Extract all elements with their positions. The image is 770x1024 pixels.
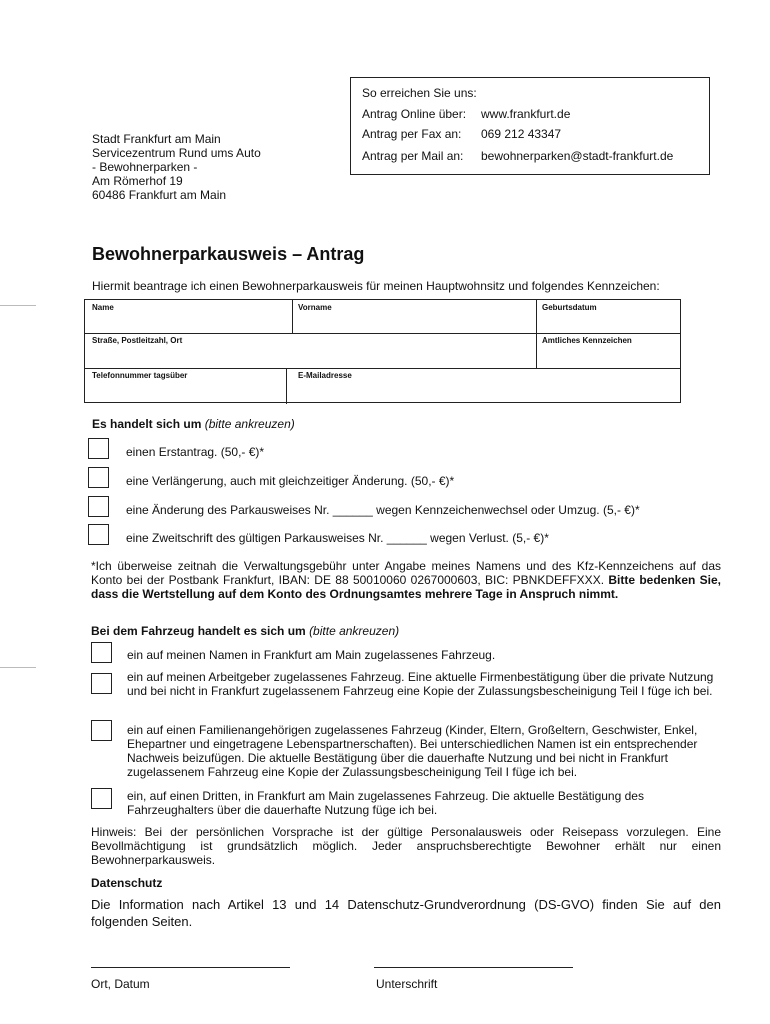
checkbox-erstantrag[interactable] — [88, 438, 109, 459]
datenschutz-heading: Datenschutz — [91, 876, 163, 890]
field-kennzeichen-label: Amtliches Kennzeichen — [542, 336, 632, 345]
hinweis-text: Hinweis: Bei der persönlichen Vorsprache ist der gültige Personalausweis oder Reisepass vorzulegen. Eine Bevollmächtigung ist grundsätzlich möglich. Jeder anspruchsberechtigte Bewohner erhält nur einen Bewohnerparkausweis. — [91, 825, 721, 867]
field-strasse-label: Straße, Postleitzahl, Ort — [92, 336, 183, 345]
field-geburtsdatum-label: Geburtsdatum — [542, 303, 597, 312]
contact-row-mail — [362, 149, 673, 163]
address-line: Servicezentrum Rund ums Auto — [92, 146, 261, 160]
address-line: 60486 Frankfurt am Main — [92, 188, 227, 202]
contact-label: Antrag per Fax an: — [362, 127, 462, 141]
field-email-label: E-Mailadresse — [298, 371, 352, 380]
field-vorname-label: Vorname — [298, 303, 332, 312]
field-telefon-label: Telefonnummer tagsüber — [92, 371, 188, 380]
table-rule — [85, 368, 680, 369]
margin-mark — [0, 667, 36, 668]
margin-mark — [0, 305, 36, 306]
section-heading-text: Es handelt sich um — [92, 417, 202, 431]
option-verlaengerung-label: eine Verlängerung, auch mit gleichzeitiger Änderung. (50,- €)* — [126, 474, 455, 488]
personal-data-table — [84, 299, 681, 403]
table-rule — [85, 333, 680, 334]
contact-value: www.frankfurt.de — [481, 107, 571, 121]
option-zweitschrift-label: eine Zweitschrift des gültigen Parkausweises Nr. ______ wegen Verlust. (5,- €)* — [126, 531, 549, 545]
field-name-label: Name — [92, 303, 114, 312]
table-rule — [536, 300, 537, 368]
signature-label: Unterschrift — [376, 977, 438, 991]
checkbox-eigenes-fahrzeug[interactable] — [91, 642, 112, 663]
contact-label: Antrag Online über: — [362, 107, 467, 121]
option-familien-fahrzeug-label: ein auf einen Familienangehörigen zugelassenes Fahrzeug (Kinder, Eltern, Großeltern, Geschwister, Enkel, Ehepartner und eingetragene Lebenspartnerschaften). Bei unterschiedlichen Namen ist ein entsprechender Nachweis beizufügen. Die aktuelle Bestätigung über die dauerhafte Nutzung und bei nicht in Frankfurt zugelassenem Fahrzeug eine Kopie der Zulassungsbescheinigung Teil I füge ich bei. — [127, 723, 698, 779]
contact-label: Antrag per Mail an: — [362, 149, 464, 163]
checkbox-aenderung[interactable] — [88, 496, 109, 517]
checkbox-familien-fahrzeug[interactable] — [91, 720, 112, 741]
section-heading-note: (bitte ankreuzen) — [204, 417, 295, 431]
fee-note — [91, 559, 721, 601]
fee-note-text: *Ich überweise zeitnah die Verwaltungsgebühr unter Angabe meines Namens und des Kfz-Kennzeichens auf das Konto bei der Postbank Frankfurt, IBAN: DE 88 50010060 0267000603, BIC: PBNKDEFFXXX. — [91, 559, 721, 587]
contact-row-fax — [362, 127, 561, 141]
address-line: - Bewohnerparken - — [92, 160, 198, 174]
contact-row-online — [362, 107, 570, 121]
recipient-address — [92, 132, 261, 202]
datenschutz-text: Die Information nach Artikel 13 und 14 Datenschutz-Grundverordnung (DS-GVO) finden Sie auf den folgenden Seiten. — [91, 897, 721, 929]
contact-heading: So erreichen Sie uns: — [362, 86, 477, 100]
contact-value: 069 212 43347 — [481, 127, 562, 141]
place-date-label: Ort, Datum — [91, 977, 150, 991]
checkbox-zweitschrift[interactable] — [88, 524, 109, 545]
contact-value: bewohnerparken@stadt-frankfurt.de — [481, 149, 674, 163]
address-line: Stadt Frankfurt am Main — [92, 132, 221, 146]
table-rule — [292, 300, 293, 333]
place-date-line[interactable] — [91, 967, 290, 968]
option-eigenes-fahrzeug-label: ein auf meinen Namen in Frankfurt am Main zugelassenes Fahrzeug. — [127, 648, 496, 662]
contact-box — [350, 77, 710, 175]
section-antragsart-heading — [92, 417, 295, 431]
section-heading-text: Bei dem Fahrzeug handelt es sich um — [91, 624, 306, 638]
option-aenderung-label: eine Änderung des Parkausweises Nr. ______ wegen Kennzeichenwechsel oder Umzug. (5,- €)* — [126, 503, 640, 517]
option-dritter-fahrzeug-label: ein, auf einen Dritten, in Frankfurt am Main zugelassenes Fahrzeug. Die aktuelle Bestätigung des Fahrzeughalters über die dauerhafte Nutzung füge ich bei. — [127, 789, 644, 817]
checkbox-dritter-fahrzeug[interactable] — [91, 788, 112, 809]
table-rule — [286, 368, 287, 404]
page-title: Bewohnerparkausweis – Antrag — [92, 244, 365, 264]
option-arbeitgeber-fahrzeug-label: ein auf meinen Arbeitgeber zugelassenes Fahrzeug. Eine aktuelle Firmenbestätigung über die private Nutzung und bei nicht in Frankfurt zugelassenem Fahrzeug eine Kopie der Zulassungsbescheinigung Teil I füge ich bei. — [127, 670, 714, 698]
fee-note-bold: Bitte bedenken Sie, dass die Wertstellung auf dem Konto des Ordnungsamtes mehrere Tage in Anspruch nimmt. — [91, 573, 721, 601]
section-heading-note: (bitte ankreuzen) — [309, 624, 400, 638]
address-line: Am Römerhof 19 — [92, 174, 183, 188]
signature-line[interactable] — [374, 967, 573, 968]
checkbox-arbeitgeber-fahrzeug[interactable] — [91, 673, 112, 694]
section-fahrzeug-heading — [91, 624, 399, 638]
intro-text: Hiermit beantrage ich einen Bewohnerparkausweis für meinen Hauptwohnsitz und folgendes Kennzeichen: — [92, 279, 660, 293]
checkbox-verlaengerung[interactable] — [88, 467, 109, 488]
option-erstantrag-label: einen Erstantrag. (50,- €)* — [126, 445, 265, 459]
